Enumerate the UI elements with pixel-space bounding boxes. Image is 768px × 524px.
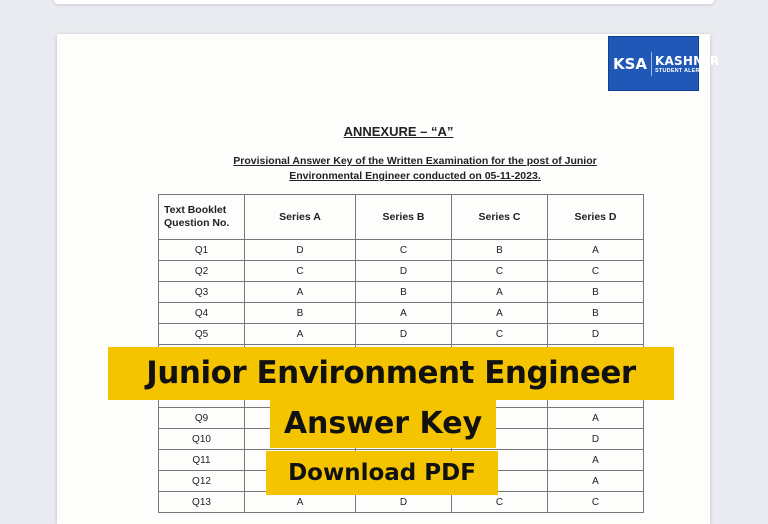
subtitle-line-2: Environmental Engineer conducted on 05-11-2023. [289,170,541,182]
logo-abbr: KSA [609,52,652,76]
answer-cell: C [452,261,548,282]
answer-cell: A [548,240,644,261]
logo-text [652,54,719,74]
answer-cell: A [548,408,644,429]
document-heading: ANNEXURE – “A” [343,124,454,139]
table-row [159,303,644,324]
question-number-cell: Q2 [159,261,245,282]
answer-cell: D [548,324,644,345]
answer-cell: C [548,492,644,513]
previous-card-edge [54,0,714,4]
overlay-subtitle-banner: Answer Key [270,400,496,448]
table-row [159,324,644,345]
table-header-row [159,195,644,240]
column-header-series-c: Series C [452,195,548,240]
answer-cell: B [356,282,452,303]
question-number-cell: Q12 [159,471,245,492]
answer-cell: D [548,429,644,450]
question-number-cell: Q10 [159,429,245,450]
answer-cell: C [356,240,452,261]
answer-cell: A [245,324,356,345]
answer-cell: C [245,261,356,282]
download-pdf-banner: Download PDF [266,451,498,495]
overlay-title-banner: Junior Environment Engineer [108,347,674,400]
answer-cell: A [452,282,548,303]
table-row [159,282,644,303]
question-number-cell: Q13 [159,492,245,513]
table-row [159,261,644,282]
answer-cell: A [356,303,452,324]
question-number-cell: Q3 [159,282,245,303]
table-row [159,240,644,261]
answer-cell: A [548,471,644,492]
answer-cell: D [245,240,356,261]
document-subtitle [205,154,625,184]
answer-cell: D [356,261,452,282]
answer-cell: B [548,282,644,303]
question-number-cell: Q5 [159,324,245,345]
answer-cell: C [452,324,548,345]
answer-cell: B [548,303,644,324]
answer-cell: B [452,240,548,261]
column-header-series-a: Series A [245,195,356,240]
column-header-series-b: Series B [356,195,452,240]
question-number-cell: Q9 [159,408,245,429]
answer-cell: A [245,492,356,513]
column-header-question: Text Booklet Question No. [159,195,245,240]
question-number-cell: Q1 [159,240,245,261]
answer-cell: D [356,324,452,345]
question-number-cell: Q11 [159,450,245,471]
question-number-cell: Q4 [159,303,245,324]
answer-cell: A [452,303,548,324]
answer-cell: C [452,492,548,513]
column-header-series-d: Series D [548,195,644,240]
kashmir-student-alerts-logo [608,36,720,91]
answer-cell: C [548,261,644,282]
answer-cell: A [245,282,356,303]
logo-tagline: STUDENT ALERTS [655,67,708,74]
subtitle-line-1: Provisional Answer Key of the Written Examination for the post of Junior [233,155,597,167]
answer-cell: D [356,492,452,513]
logo-name: KASHMIR [655,53,720,68]
answer-cell: A [548,450,644,471]
answer-cell: B [245,303,356,324]
